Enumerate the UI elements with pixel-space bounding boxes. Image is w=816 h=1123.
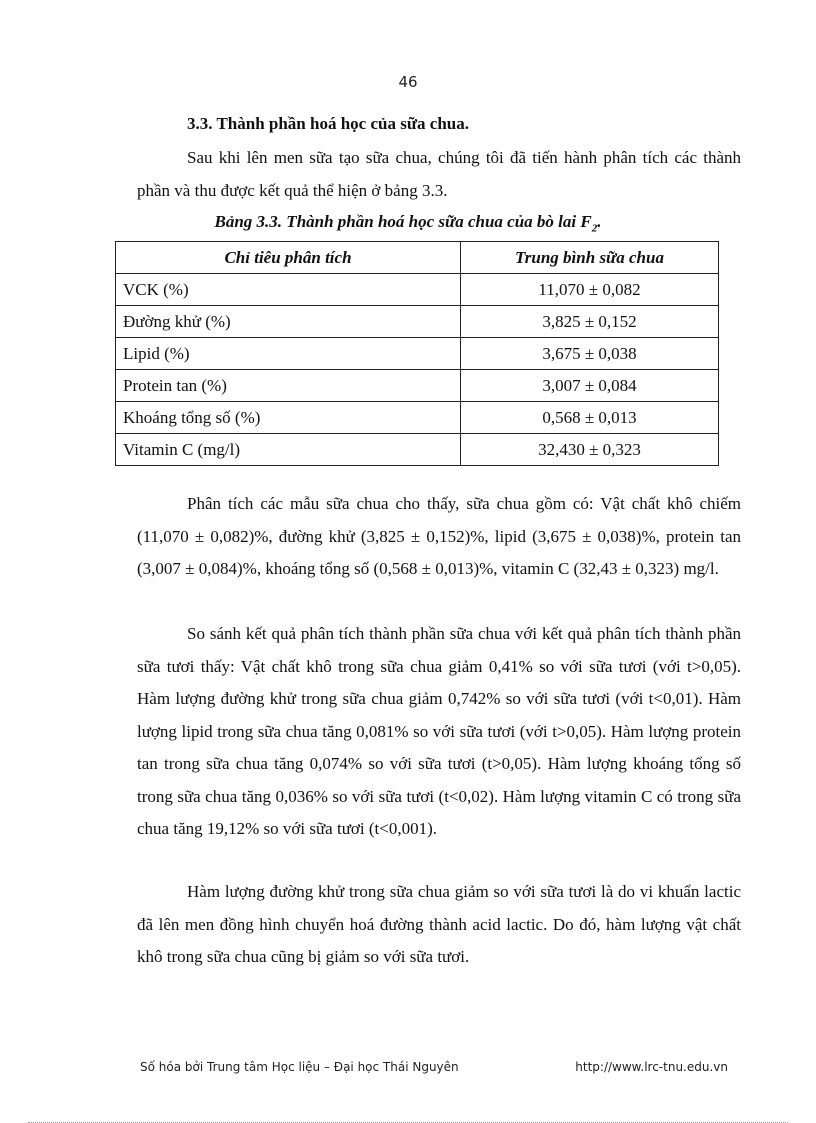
- footer-source: Số hóa bởi Trung tâm Học liệu – Đại học Thái Nguyên: [140, 1060, 459, 1074]
- row-value: 11,070 ± 0,082: [461, 274, 719, 306]
- table-caption: [0, 212, 816, 234]
- page-number: 46: [398, 73, 418, 91]
- conclusion-paragraph: Hàm lượng đường khử trong sữa chua giảm so với sữa tươi là do vi khuẩn lactic đã lên men đồng hình chuyển hoá đường thành acid lactic. Do đó, hàm lượng vật chất khô trong sữa chua cũng bị giảm so với sữa tươi.: [137, 882, 741, 966]
- row-value: 32,430 ± 0,323: [461, 434, 719, 466]
- table-row: [116, 306, 719, 338]
- table-caption-subscript: 2: [591, 222, 598, 235]
- table-row: [116, 434, 719, 466]
- table-row: [116, 274, 719, 306]
- row-value: 3,007 ± 0,084: [461, 370, 719, 402]
- table-row: [116, 370, 719, 402]
- row-label: Khoáng tổng số (%): [116, 402, 461, 434]
- table-row: [116, 402, 719, 434]
- table-caption-text: Bảng 3.3. Thành phần hoá học sữa chua của bò lai F: [214, 212, 592, 231]
- header-average: Trung bình sữa chua: [461, 242, 719, 274]
- footer-url[interactable]: http://www.lrc-tnu.edu.vn: [575, 1060, 728, 1074]
- table-header-row: [116, 242, 719, 274]
- chemical-composition-table: [115, 241, 719, 466]
- row-value: 0,568 ± 0,013: [461, 402, 719, 434]
- table-caption-end: .: [597, 212, 602, 231]
- header-indicator: Chỉ tiêu phân tích: [116, 242, 461, 274]
- row-value: 3,675 ± 0,038: [461, 338, 719, 370]
- section-title: 3.3. Thành phần hoá học của sữa chua.: [187, 114, 469, 133]
- row-label: Protein tan (%): [116, 370, 461, 402]
- table-row: [116, 338, 719, 370]
- row-label: VCK (%): [116, 274, 461, 306]
- row-value: 3,825 ± 0,152: [461, 306, 719, 338]
- row-label: Lipid (%): [116, 338, 461, 370]
- intro-paragraph: Sau khi lên men sữa tạo sữa chua, chúng tôi đã tiến hành phân tích các thành phần và thu được kết quả thể hiện ở bảng 3.3.: [137, 148, 741, 200]
- row-label: Đường khử (%): [116, 306, 461, 338]
- comparison-paragraph: So sánh kết quả phân tích thành phần sữa chua với kết quả phân tích thành phần sữa tươi thấy: Vật chất khô trong sữa chua giảm 0,41% so với sữa tươi (với t>0,05). Hàm lượng đường khử trong sữa chua giảm 0,742% so với sữa tươi (với t<0,01). Hàm lượng lipid trong sữa chua tăng 0,081% so với sữa tươi (với t>0,05). Hàm lượng protein tan trong sữa chua tăng 0,074% so với sữa tươi (t>0,05). Hàm lượng khoáng tổng số trong sữa chua tăng 0,036% so với sữa tươi (t<0,02). Hàm lượng vitamin C có trong sữa chua tăng 19,12% so với sữa tươi (t<0,001).: [137, 624, 741, 838]
- analysis-paragraph: Phân tích các mẫu sữa chua cho thấy, sữa chua gồm có: Vật chất khô chiếm (11,070 ± 0,082)%, đường khử (3,825 ± 0,152)%, lipid (3,675 ± 0,038)%, protein tan (3,007 ± 0,084)%, khoáng tổng số (0,568 ± 0,013)%, vitamin C (32,43 ± 0,323) mg/l.: [137, 494, 741, 578]
- row-label: Vitamin C (mg/l): [116, 434, 461, 466]
